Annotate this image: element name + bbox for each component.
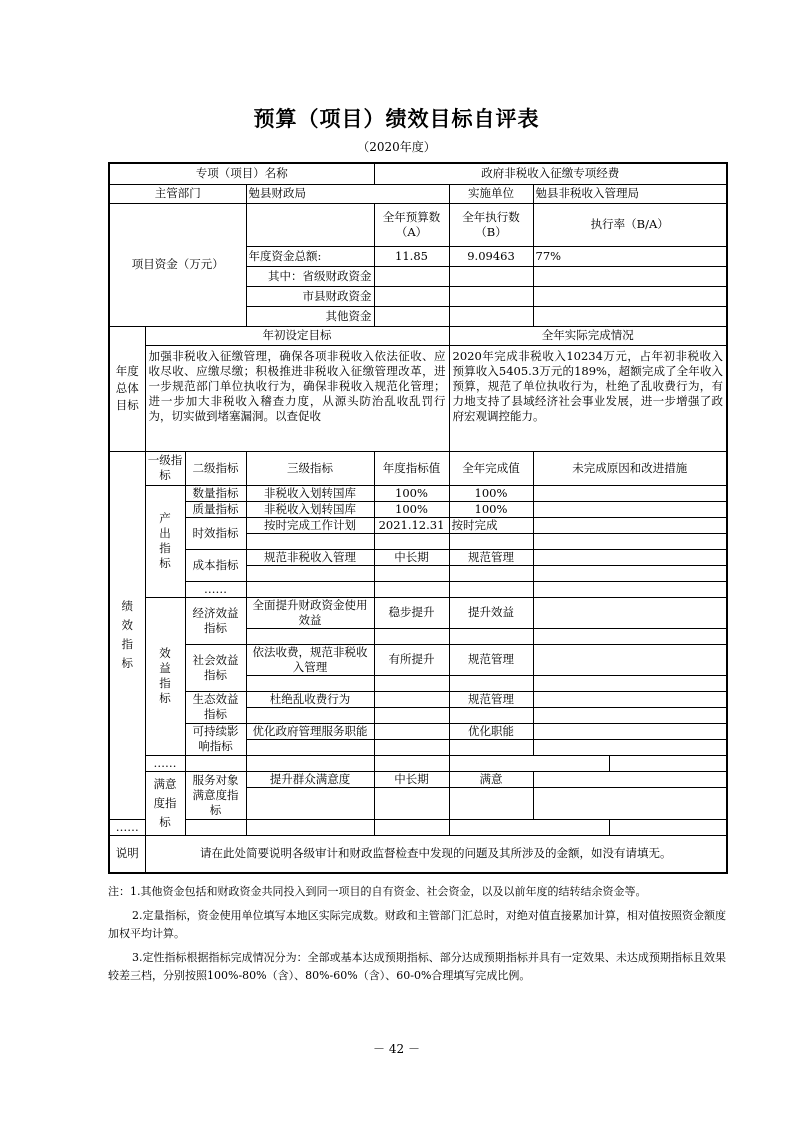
- funds-label: 项目资金（万元）: [109, 203, 246, 326]
- dept-value: 勉县财政局: [246, 184, 449, 203]
- blank-cell: [449, 675, 533, 691]
- col-actual: 全年完成值: [449, 451, 533, 485]
- funds-row-label: 年度资金总额:: [246, 246, 374, 266]
- funds-row-exec: 9.09463: [449, 246, 533, 266]
- blank-cell: [246, 819, 374, 835]
- satisfaction-indicator-label-text: 满意度指标: [153, 776, 177, 829]
- satisfaction-target: 中长期: [374, 771, 449, 787]
- indicator-label: [109, 451, 145, 819]
- benefit-l2: 可持续影响指标: [185, 723, 246, 755]
- output-reason: [533, 549, 727, 565]
- blank-cell: [374, 819, 449, 835]
- page-number: － 42 －: [373, 1042, 420, 1056]
- page-subtitle: （2020年度）: [357, 140, 436, 154]
- evaluation-table: [108, 162, 728, 874]
- output-l2: 成本指标: [185, 549, 246, 581]
- output-l3: 按时完成工作计划: [246, 517, 374, 533]
- benefit-indicator-label: [145, 597, 185, 755]
- output-reason: [533, 485, 727, 501]
- blank-cell: [533, 787, 727, 819]
- satisfaction-actual: 满意: [449, 771, 533, 787]
- blank-cell: [449, 819, 609, 835]
- satisfaction-l2: 服务对象满意度指标: [185, 771, 246, 819]
- benefit-l2: 经济效益指标: [185, 597, 246, 644]
- blank-cell: [533, 581, 727, 597]
- benefit-actual: 规范管理: [449, 691, 533, 707]
- blank-cell: [246, 707, 374, 723]
- benefit-target: 稳步提升: [374, 597, 449, 628]
- set-goal-header: 年初设定目标: [145, 326, 449, 345]
- annual-goal-label-text: 年度总体目标: [115, 364, 139, 412]
- benefit-actual: 提升效益: [449, 597, 533, 628]
- project-name-label: 专项（项目）名称: [109, 163, 374, 184]
- col-target: 年度指标值: [374, 451, 449, 485]
- funds-row-budget: [374, 286, 449, 306]
- blank-cell: [449, 565, 533, 581]
- blank-cell: [185, 755, 246, 771]
- benefit-reason: [533, 691, 727, 707]
- funds-col-budget: 全年预算数（A）: [374, 203, 449, 246]
- blank-cell: [185, 819, 246, 835]
- output-l2: 数量指标: [185, 485, 246, 501]
- blank-cell: [449, 787, 533, 819]
- blank-cell: [374, 739, 449, 755]
- benefit-target: [374, 723, 449, 739]
- funds-row-rate: 77%: [533, 246, 727, 266]
- project-name-value: 政府非税收入征缴专项经费: [374, 163, 727, 184]
- blank-cell: [449, 707, 533, 723]
- page-title: 预算（项目）绩效目标自评表: [253, 107, 540, 131]
- benefit-reason: [533, 644, 727, 675]
- benefit-indicator-label-text: 效益指标: [159, 646, 171, 705]
- set-goal-text: 加强非税收入征缴管理，确保各项非税收入依法征收、应收尽收、应缴尽缴；积极推进非税收入征缴管理改革，进一步规范部门单位执收行为，确保非税收入规范化管理；进一步加大非税收入稽查力度，从源头防治乱收乱罚行为，切实做到堵塞漏洞。以查促收: [145, 345, 449, 451]
- benefit-actual: 规范管理: [449, 644, 533, 675]
- funds-row-label: 其他资金: [246, 306, 374, 326]
- output-actual: 100%: [449, 501, 533, 517]
- output-target: 100%: [374, 485, 449, 501]
- blank-cell: [449, 533, 533, 549]
- satisfaction-l3: 提升群众满意度: [246, 771, 374, 787]
- funds-row-label: 其中：省级财政资金: [246, 266, 374, 286]
- blank-cell: [449, 739, 533, 755]
- blank-cell: [533, 565, 727, 581]
- actual-header: 全年实际完成情况: [449, 326, 727, 345]
- funds-blank-cell: [246, 203, 374, 246]
- benefit-l2: 社会效益指标: [185, 644, 246, 691]
- blank-cell: [533, 675, 727, 691]
- blank-cell: [374, 675, 449, 691]
- note-1: 注：1.其他资金包括和财政资金共同投入到同一项目的自有资金、社会资金，以及以前年度的结转结余资金等。: [108, 885, 647, 898]
- output-actual: 规范管理: [449, 549, 533, 565]
- remark-label: 说明: [109, 835, 145, 873]
- blank-cell: [246, 787, 374, 819]
- note-3: 3.定性指标根据指标完成情况分为：全部或基本达成预期指标、部分达成预期指标并具有一定效果、未达成预期指标且效果较差三档，分别按照100%-80%（含）、80%-60%（含）、60-0%合理填写完成比例。: [108, 951, 726, 982]
- output-target: 中长期: [374, 549, 449, 565]
- notes: [108, 883, 726, 991]
- output-actual: 按时完成: [449, 517, 533, 533]
- output-l3: 非税收入划转国库: [246, 485, 374, 501]
- output-l3: 规范非税收入管理: [246, 549, 374, 565]
- funds-row-rate: [533, 266, 727, 286]
- indicator-label-text: 绩效指标: [121, 599, 133, 670]
- satisfaction-reason: [533, 771, 727, 787]
- blank-cell: [246, 739, 374, 755]
- output-actual: 100%: [449, 485, 533, 501]
- blank-cell: [374, 565, 449, 581]
- blank-cell: [533, 533, 727, 549]
- output-l2: 质量指标: [185, 501, 246, 517]
- blank-cell: [374, 787, 449, 819]
- satisfaction-indicator-label: [145, 771, 185, 835]
- benefit-reason: [533, 597, 727, 628]
- col-reason: 未完成原因和改进措施: [533, 451, 727, 485]
- note-2: 2.定量指标，资金使用单位填写本地区实际完成数。财政和主管部门汇总时，对绝对值直接累加计算，相对值按照资金额度加权平均计算。: [108, 909, 726, 940]
- blank-cell: [246, 533, 374, 549]
- benefit-reason: [533, 723, 727, 739]
- blank-cell: [246, 565, 374, 581]
- blank-cell: [246, 675, 374, 691]
- output-indicator-label: [145, 485, 185, 597]
- funds-row-exec: [449, 306, 533, 326]
- blank-cell: [246, 581, 374, 597]
- benefit-l3: 杜绝乱收费行为: [246, 691, 374, 707]
- col-level2: 二级指标: [185, 451, 246, 485]
- funds-row-budget: 11.85: [374, 246, 449, 266]
- output-ellipsis: ……: [185, 581, 246, 597]
- blank-cell: [374, 755, 449, 771]
- benefit-target: [374, 691, 449, 707]
- actual-text: 2020年完成非税收入10234万元，占年初非税收入预算收入5405.3万元的189%，超额完成了全年收入预算，规范了单位执收行为，杜绝了乱收费行为，有力地支持了县域经济社会事业发展，进一步增强了政府宏观调控能力。: [449, 345, 727, 451]
- output-l2: 时效指标: [185, 517, 246, 549]
- annual-goal-label: [109, 326, 145, 451]
- blank-cell: [374, 628, 449, 644]
- funds-row-label: 市县财政资金: [246, 286, 374, 306]
- blank-cell: [246, 628, 374, 644]
- funds-row-budget: [374, 306, 449, 326]
- output-target: 100%: [374, 501, 449, 517]
- remark-text: 请在此处简要说明各级审计和财政监督检查中发现的问题及其所涉及的金额，如没有请填无。: [145, 835, 727, 873]
- benefit-l2: 生态效益指标: [185, 691, 246, 723]
- output-reason: [533, 501, 727, 517]
- funds-row-rate: [533, 286, 727, 306]
- benefit-l3: 优化政府管理服务职能: [246, 723, 374, 739]
- output-target: 2021.12.31: [374, 517, 449, 533]
- blank-cell: [533, 707, 727, 723]
- col-level1: 一级指标: [145, 451, 185, 485]
- benefit-ellipsis: ……: [145, 755, 185, 771]
- benefit-target: 有所提升: [374, 644, 449, 675]
- satisfaction-ellipsis: ……: [109, 819, 145, 835]
- funds-row-exec: [449, 286, 533, 306]
- funds-col-rate: 执行率（B/A）: [533, 203, 727, 246]
- benefit-l3: 全面提升财政资金使用效益: [246, 597, 374, 628]
- output-reason: [533, 517, 727, 533]
- blank-cell: [374, 533, 449, 549]
- blank-cell: [449, 755, 609, 771]
- funds-row-exec: [449, 266, 533, 286]
- blank-cell: [449, 628, 533, 644]
- funds-row-budget: [374, 266, 449, 286]
- impl-unit-value: 勉县非税收入管理局: [533, 184, 727, 203]
- blank-cell: [533, 739, 727, 755]
- funds-col-exec: 全年执行数（B）: [449, 203, 533, 246]
- blank-cell: [449, 581, 533, 597]
- output-l3: 非税收入划转国库: [246, 501, 374, 517]
- output-indicator-label-text: 产出指标: [159, 511, 171, 570]
- blank-cell: [533, 628, 727, 644]
- dept-label: 主管部门: [109, 184, 246, 203]
- blank-cell: [374, 581, 449, 597]
- benefit-l3: 依法收费，规范非税收入管理: [246, 644, 374, 675]
- blank-cell: [246, 755, 374, 771]
- impl-unit-label: 实施单位: [449, 184, 533, 203]
- blank-cell: [374, 707, 449, 723]
- col-level3: 三级指标: [246, 451, 374, 485]
- funds-row-rate: [533, 306, 727, 326]
- benefit-actual: 优化职能: [449, 723, 533, 739]
